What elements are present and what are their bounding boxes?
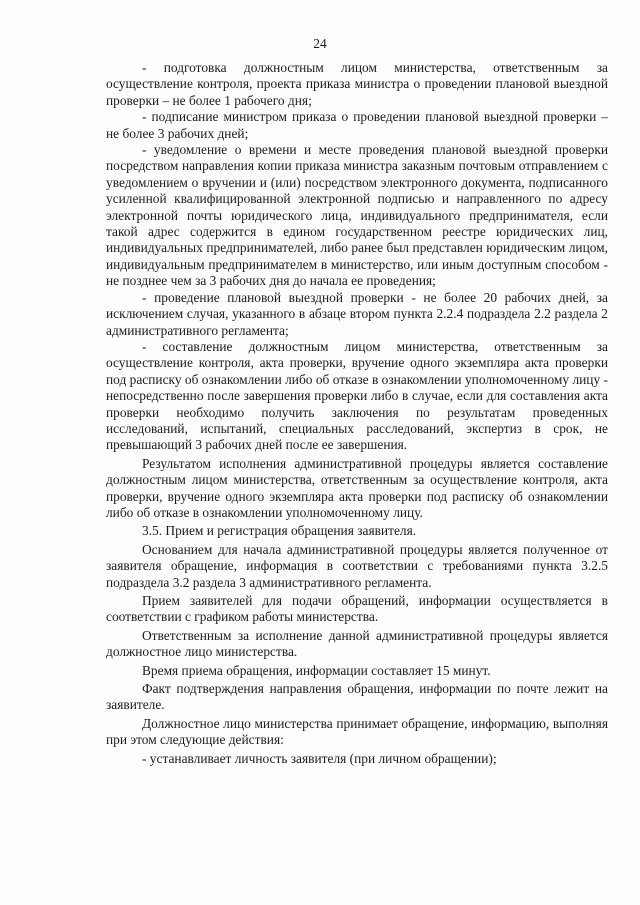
paragraph: - устанавливает личность заявителя (при личном обращении);: [142, 750, 497, 766]
paragraph: - проведение плановой выездной проверки - не более 20 рабочих дней, за исключением случая, указанного в абзаце втором пункта 2.2.4 подраздела 2.2 раздела 2 административного регламента;: [106, 289, 608, 338]
paragraph: - составление должностным лицом министерства, ответственным за осуществление контроля, акта проверки, вручение одного экземпляра акта проверки под расписку об ознакомлении либо об отказе в ознакомлении уполномоченному лицу - непосредственно после завершения проверки либо в случае, если для составления акта проверки необходимо получить заключения по результатам проведенных исследований, испытаний, специальных расследований, экспертиз в срок, не превышающий 3 рабочих дней после ее завершения.: [106, 338, 608, 453]
paragraph: Должностное лицо министерства принимает обращение, информацию, выполняя при этом следующие действия:: [106, 715, 608, 748]
paragraph: Факт подтверждения направления обращения, информации по почте лежит на заявителе.: [106, 681, 608, 713]
paragraph: - подписание министром приказа о проведении плановой выездной проверки – не более 3 рабочих дней;: [106, 109, 608, 141]
paragraph: - уведомление о времени и месте проведения плановой выездной проверки посредством направления копии приказа министра заказным почтовым отправлением с уведомлением о вручении и (или) посредством электронного документа, подписанного усиленной квалифицированной электронной подписью и направленного по адресу электронной почты юридического лица, индивидуального предпринимателя, если такой адрес содержится в едином государственном реестре юридических лиц, индивидуальных предпринимателей, либо ранее был представлен юридическим лицом, индивидуальным предпринимателем в министерство, или иным доступным способом - не позднее чем за 3 рабочих дня до начала ее проведения;: [106, 142, 608, 289]
page-number: 24: [313, 36, 327, 51]
paragraph: Прием заявителей для подачи обращений, информации осуществляется в соответствии с графиком работы министерства.: [106, 593, 608, 625]
document-body: [106, 60, 608, 769]
section-heading: 3.5. Прием и регистрация обращения заявителя.: [142, 523, 417, 539]
paragraph: Время приема обращения, информации составляет 15 минут.: [142, 662, 491, 678]
paragraph: Основанием для начала административной процедуры является полученное от заявителя обращение, информация в соответствии с требованиями пункта 3.2.5 подраздела 3.2 раздела 3 административного регламента.: [106, 541, 608, 590]
paragraph: Результатом исполнения административной процедуры является составление должностным лицом министерства, ответственным за осуществление контроля, акта проверки, вручение одного экземпляра акта проверки под расписку об ознакомлении либо об отказе в ознакомлении уполномоченному лицу.: [106, 455, 608, 520]
paragraph: Ответственным за исполнение данной административной процедуры является должностное лицо министерства.: [106, 627, 608, 660]
paragraph: - подготовка должностным лицом министерства, ответственным за осуществление контроля, проекта приказа министра о проведении плановой выездной проверки – не более 1 рабочего дня;: [106, 60, 608, 108]
